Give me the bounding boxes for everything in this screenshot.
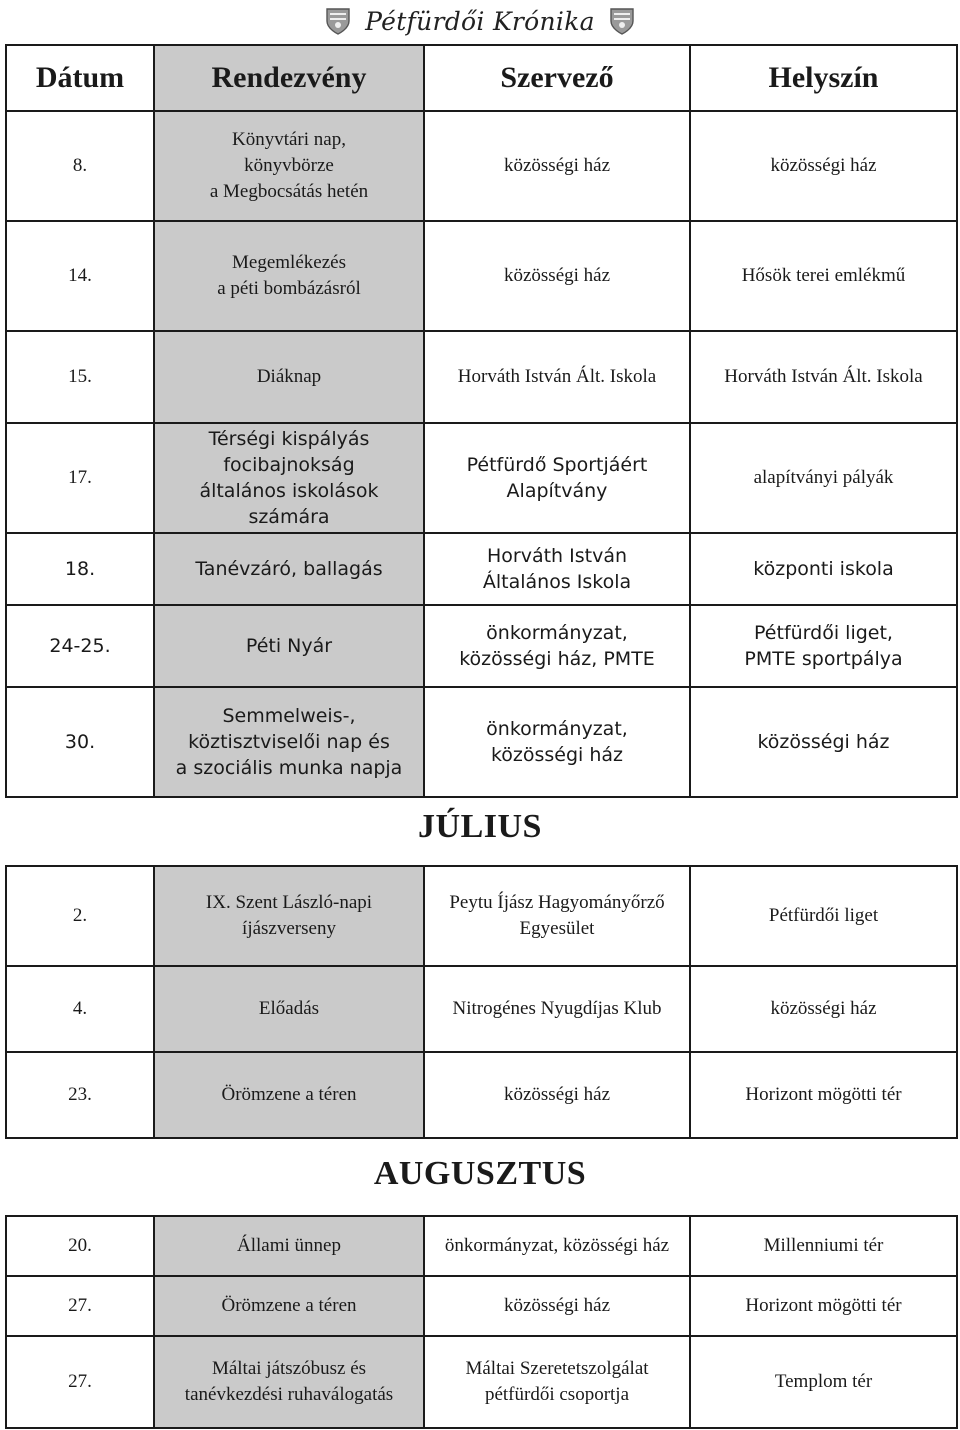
venue-cell bbox=[690, 423, 957, 533]
organizer-cell bbox=[424, 331, 690, 423]
date-cell: 27. bbox=[6, 1276, 154, 1336]
table-row bbox=[6, 866, 957, 966]
event-cell bbox=[154, 605, 424, 687]
date-cell: 23. bbox=[6, 1052, 154, 1138]
organizer-cell-line: közösségi ház bbox=[503, 265, 611, 286]
event-cell-line: Állami ünnep bbox=[237, 1235, 341, 1256]
event-cell-line: IX. Szent László-napi bbox=[205, 892, 373, 913]
event-cell bbox=[154, 331, 424, 423]
date-cell: 8. bbox=[6, 111, 154, 221]
venue-cell-line: Horváth István Ált. Iskola bbox=[724, 366, 923, 387]
table-header-row bbox=[6, 45, 957, 111]
organizer-cell-line: Horváth István Ált. Iskola bbox=[457, 366, 657, 387]
venue-cell bbox=[690, 966, 957, 1052]
organizer-cell bbox=[424, 533, 690, 605]
organizer-cell-line: Peytu Íjász Hagyományőrző bbox=[449, 892, 665, 913]
organizer-cell-line: közösségi ház bbox=[503, 155, 611, 176]
venue-cell bbox=[690, 533, 957, 605]
organizer-cell-line: önkormányzat, bbox=[486, 622, 628, 644]
event-cell-line: tanévkezdési ruhaválogatás bbox=[184, 1384, 394, 1405]
venue-cell bbox=[690, 1052, 957, 1138]
event-cell bbox=[154, 1216, 424, 1276]
organizer-cell bbox=[424, 866, 690, 966]
event-cell bbox=[154, 423, 424, 533]
event-cell bbox=[154, 221, 424, 331]
table-row bbox=[6, 1052, 957, 1138]
date-cell: 17. bbox=[6, 423, 154, 533]
column-header-event: Rendezvény bbox=[154, 45, 424, 111]
venue-cell bbox=[690, 331, 957, 423]
date-cell: 18. bbox=[6, 533, 154, 605]
organizer-cell bbox=[424, 687, 690, 797]
organizer-cell-line: Nitrogénes Nyugdíjas Klub bbox=[452, 998, 662, 1019]
venue-cell bbox=[690, 1336, 957, 1428]
table-row bbox=[6, 1216, 957, 1276]
organizer-cell-line: Alapítvány bbox=[506, 480, 608, 502]
event-cell-line: a péti bombázásról bbox=[217, 278, 361, 299]
organizer-cell bbox=[424, 1216, 690, 1276]
column-header-date: Dátum bbox=[6, 45, 154, 111]
organizer-cell-line: közösségi ház bbox=[490, 744, 624, 766]
organizer-cell-line: közösségi ház bbox=[503, 1084, 611, 1105]
event-cell-line: Könyvtári nap, bbox=[232, 129, 346, 150]
event-cell-line: Megemlékezés bbox=[232, 252, 346, 273]
table-row bbox=[6, 423, 957, 533]
table-row bbox=[6, 533, 957, 605]
event-cell-line: Örömzene a téren bbox=[221, 1295, 357, 1316]
brand-title: Pétfürdői Krónika bbox=[365, 6, 595, 36]
table-row bbox=[6, 687, 957, 797]
table-row bbox=[6, 331, 957, 423]
date-cell: 24-25. bbox=[6, 605, 154, 687]
venue-cell bbox=[690, 605, 957, 687]
date-cell: 14. bbox=[6, 221, 154, 331]
month-heading-august: AUGUSZTUS bbox=[373, 1155, 587, 1192]
organizer-cell bbox=[424, 966, 690, 1052]
organizer-cell-line: Horváth István bbox=[486, 545, 628, 567]
event-cell-line: köztisztviselői nap és bbox=[188, 731, 390, 753]
organizer-cell bbox=[424, 111, 690, 221]
event-cell-line: a szociális munka napja bbox=[175, 757, 403, 779]
organizer-cell-line: Máltai Szeretetszolgálat bbox=[465, 1358, 649, 1379]
organizer-cell-line: közösségi ház, PMTE bbox=[459, 648, 655, 670]
venue-cell-line: közösségi ház bbox=[770, 155, 877, 176]
venue-cell bbox=[690, 687, 957, 797]
event-cell bbox=[154, 533, 424, 605]
event-cell-line: Máltai játszóbusz és bbox=[211, 1358, 367, 1379]
event-cell-line: íjászverseny bbox=[242, 918, 336, 939]
date-cell: 2. bbox=[6, 866, 154, 966]
date-cell: 15. bbox=[6, 331, 154, 423]
table-row bbox=[6, 1336, 957, 1428]
venue-cell bbox=[690, 1276, 957, 1336]
event-cell-line: Térségi kispályás focibajnokság bbox=[208, 428, 370, 476]
table-row bbox=[6, 111, 957, 221]
event-cell-line: Péti Nyár bbox=[245, 635, 333, 657]
table-row bbox=[6, 1276, 957, 1336]
organizer-cell-line: önkormányzat, bbox=[486, 718, 628, 740]
organizer-cell bbox=[424, 1276, 690, 1336]
column-header-organizer: Szervező bbox=[424, 45, 690, 111]
column-header-venue: Helyszín bbox=[690, 45, 957, 111]
venue-cell bbox=[690, 221, 957, 331]
organizer-cell-line: pétfürdői csoportja bbox=[484, 1384, 630, 1405]
event-cell-line: könyvbörze bbox=[244, 155, 334, 176]
table-row bbox=[6, 221, 957, 331]
venue-cell-line: közösségi ház bbox=[757, 731, 890, 753]
event-cell bbox=[154, 111, 424, 221]
venue-cell-line: Horizont mögötti tér bbox=[745, 1084, 902, 1105]
event-cell bbox=[154, 1052, 424, 1138]
event-cell-line: Semmelweis-, bbox=[222, 705, 356, 727]
event-cell bbox=[154, 1336, 424, 1428]
organizer-cell-line: Általános Iskola bbox=[482, 571, 632, 593]
organizer-cell bbox=[424, 423, 690, 533]
venue-cell-line: közösségi ház bbox=[770, 998, 877, 1019]
venue-cell-line: Templom tér bbox=[774, 1371, 873, 1392]
venue-cell-line: Pétfürdői liget, bbox=[754, 622, 893, 644]
organizer-cell bbox=[424, 1336, 690, 1428]
event-cell bbox=[154, 866, 424, 966]
event-cell-line: Diáknap bbox=[256, 366, 322, 387]
venue-cell bbox=[690, 111, 957, 221]
event-cell bbox=[154, 966, 424, 1052]
date-cell: 20. bbox=[6, 1216, 154, 1276]
organizer-cell bbox=[424, 605, 690, 687]
venue-cell bbox=[690, 866, 957, 966]
venue-cell-line: Hősök terei emlékmű bbox=[741, 265, 906, 286]
july-table bbox=[5, 865, 958, 1139]
table-row bbox=[6, 605, 957, 687]
venue-cell-line: Horizont mögötti tér bbox=[745, 1295, 902, 1316]
crest-icon bbox=[609, 6, 635, 36]
venue-cell-line: PMTE sportpálya bbox=[744, 648, 903, 670]
date-cell: 30. bbox=[6, 687, 154, 797]
event-cell-line: Tanévzáró, ballagás bbox=[195, 558, 383, 580]
june-table bbox=[5, 44, 958, 798]
date-cell: 4. bbox=[6, 966, 154, 1052]
organizer-cell-line: Egyesület bbox=[519, 918, 595, 939]
venue-cell-line: Millenniumi tér bbox=[763, 1235, 884, 1256]
event-cell-line: Előadás bbox=[258, 998, 320, 1019]
organizer-cell-line: Pétfürdő Sportjáért bbox=[466, 454, 648, 476]
organizer-cell bbox=[424, 1052, 690, 1138]
venue-cell-line: Pétfürdői liget bbox=[768, 905, 879, 926]
organizer-cell bbox=[424, 221, 690, 331]
organizer-cell-line: önkormányzat, közösségi ház bbox=[444, 1235, 670, 1256]
event-cell-line: általános iskolások számára bbox=[199, 480, 379, 528]
event-cell-line: a Megbocsátás hetén bbox=[209, 181, 369, 202]
event-cell bbox=[154, 687, 424, 797]
venue-cell-line: központi iskola bbox=[753, 558, 894, 580]
venue-cell-line: alapítványi pályák bbox=[753, 467, 894, 488]
month-heading-july: JÚLIUS bbox=[418, 808, 542, 845]
crest-icon bbox=[325, 6, 351, 36]
date-cell: 27. bbox=[6, 1336, 154, 1428]
organizer-cell-line: közösségi ház bbox=[503, 1295, 611, 1316]
page-header bbox=[0, 0, 960, 42]
table-row bbox=[6, 966, 957, 1052]
venue-cell bbox=[690, 1216, 957, 1276]
event-cell-line: Örömzene a téren bbox=[221, 1084, 357, 1105]
event-cell bbox=[154, 1276, 424, 1336]
august-table bbox=[5, 1215, 958, 1429]
